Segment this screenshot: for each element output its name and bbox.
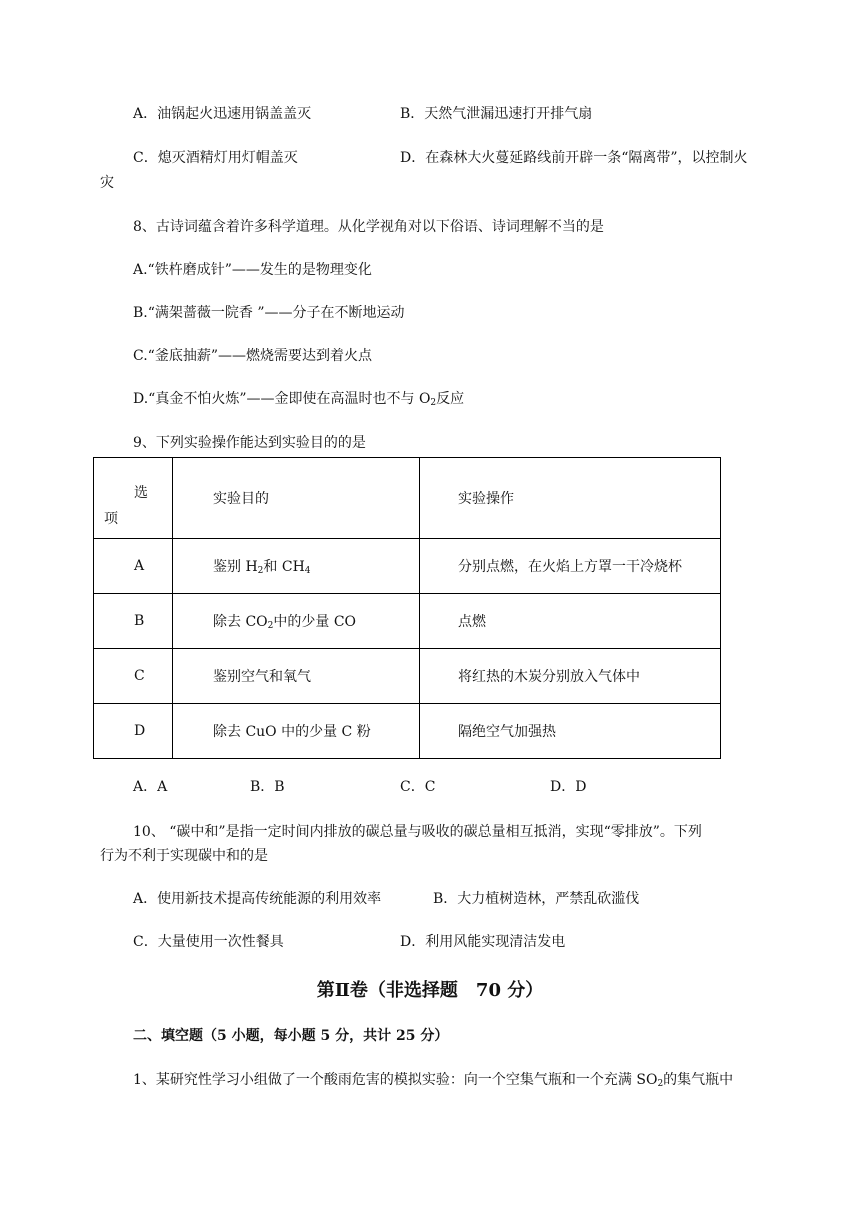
q10-option-b: B．大力植树造林，严禁乱砍滥伐 (433, 891, 640, 907)
q9-option-c: C．C (400, 779, 436, 795)
q10-option-a: A．使用新技术提高传统能源的利用效率 (133, 891, 382, 907)
q9-option-b: B．B (250, 779, 285, 795)
header-option-char-2: 项 (104, 511, 118, 527)
header-operation-cell: 实验操作 (420, 458, 721, 539)
q7-option-a: A．油锅起火迅速用锅盖盖灭 (133, 106, 312, 122)
q9-option-d: D．D (550, 779, 587, 795)
table-header-row (94, 458, 721, 539)
header-option-char-1: 选 (134, 485, 148, 501)
q9-table (93, 457, 721, 759)
q9-stem: 9、下列实验操作能达到实验目的的是 (133, 435, 366, 451)
q10-option-c: C．大量使用一次性餐具 (133, 934, 284, 950)
q10-stem-line-1: 10、 “碳中和”是指一定时间内排放的碳总量与吸收的碳总量相互抵消，实现“零排放”。下列 (133, 824, 702, 840)
fill-question-1: 1、某研究性学习小组做了一个酸雨危害的模拟实验：向一个空集气瓶和一个充满 $SO_2$的集气瓶中 (133, 1072, 734, 1089)
header-option-cell (94, 458, 173, 539)
section2-heading: 二、填空题（5 小题，每小题 5 分，共计 25 分） (133, 1028, 449, 1044)
q10-stem-line-2: 行为不利于实现碳中和的是 (100, 848, 268, 864)
q8-option-b: B.“满架蔷薇一院香 ”——分子在不断地运动 (133, 305, 405, 321)
q10-option-d: D．利用风能实现清洁发电 (400, 934, 566, 950)
q9-option-a: A．A (133, 779, 168, 795)
q8-option-d: D.“真金不怕火炼”——金即使在高温时也不与 $O_2$反应 (133, 391, 465, 408)
q7-option-d: D．在森林大火蔓延路线前开辟一条“隔离带”，以控制火 (400, 150, 748, 166)
table-row: A 鉴别 $H_2$和 $CH_4$ 分别点燃，在火焰上方罩一干冷烧杯 (94, 539, 721, 594)
table-row: C 鉴别空气和氧气 将红热的木炭分别放入气体中 (94, 649, 721, 704)
q7-option-b: B．天然气泄漏迅速打开排气扇 (400, 106, 593, 122)
q7-option-d-continued: 灾 (100, 175, 114, 191)
header-goal-cell: 实验目的 (173, 458, 420, 539)
part2-title: 第Ⅱ卷（非选择题 70 分） (316, 980, 544, 1001)
q8-option-a: A.“铁杵磨成针”——发生的是物理变化 (133, 262, 372, 278)
q7-option-c: C．熄灭酒精灯用灯帽盖灭 (133, 150, 298, 166)
q8-option-c: C.“釜底抽薪”——燃烧需要达到着火点 (133, 348, 372, 364)
table-row: B 除去 $CO_2$中的少量 CO 点燃 (94, 594, 721, 649)
q8-stem: 8、古诗词蕴含着许多科学道理。从化学视角对以下俗语、诗词理解不当的是 (133, 219, 604, 235)
table-row: D 除去 CuO 中的少量 C 粉 隔绝空气加强热 (94, 704, 721, 759)
